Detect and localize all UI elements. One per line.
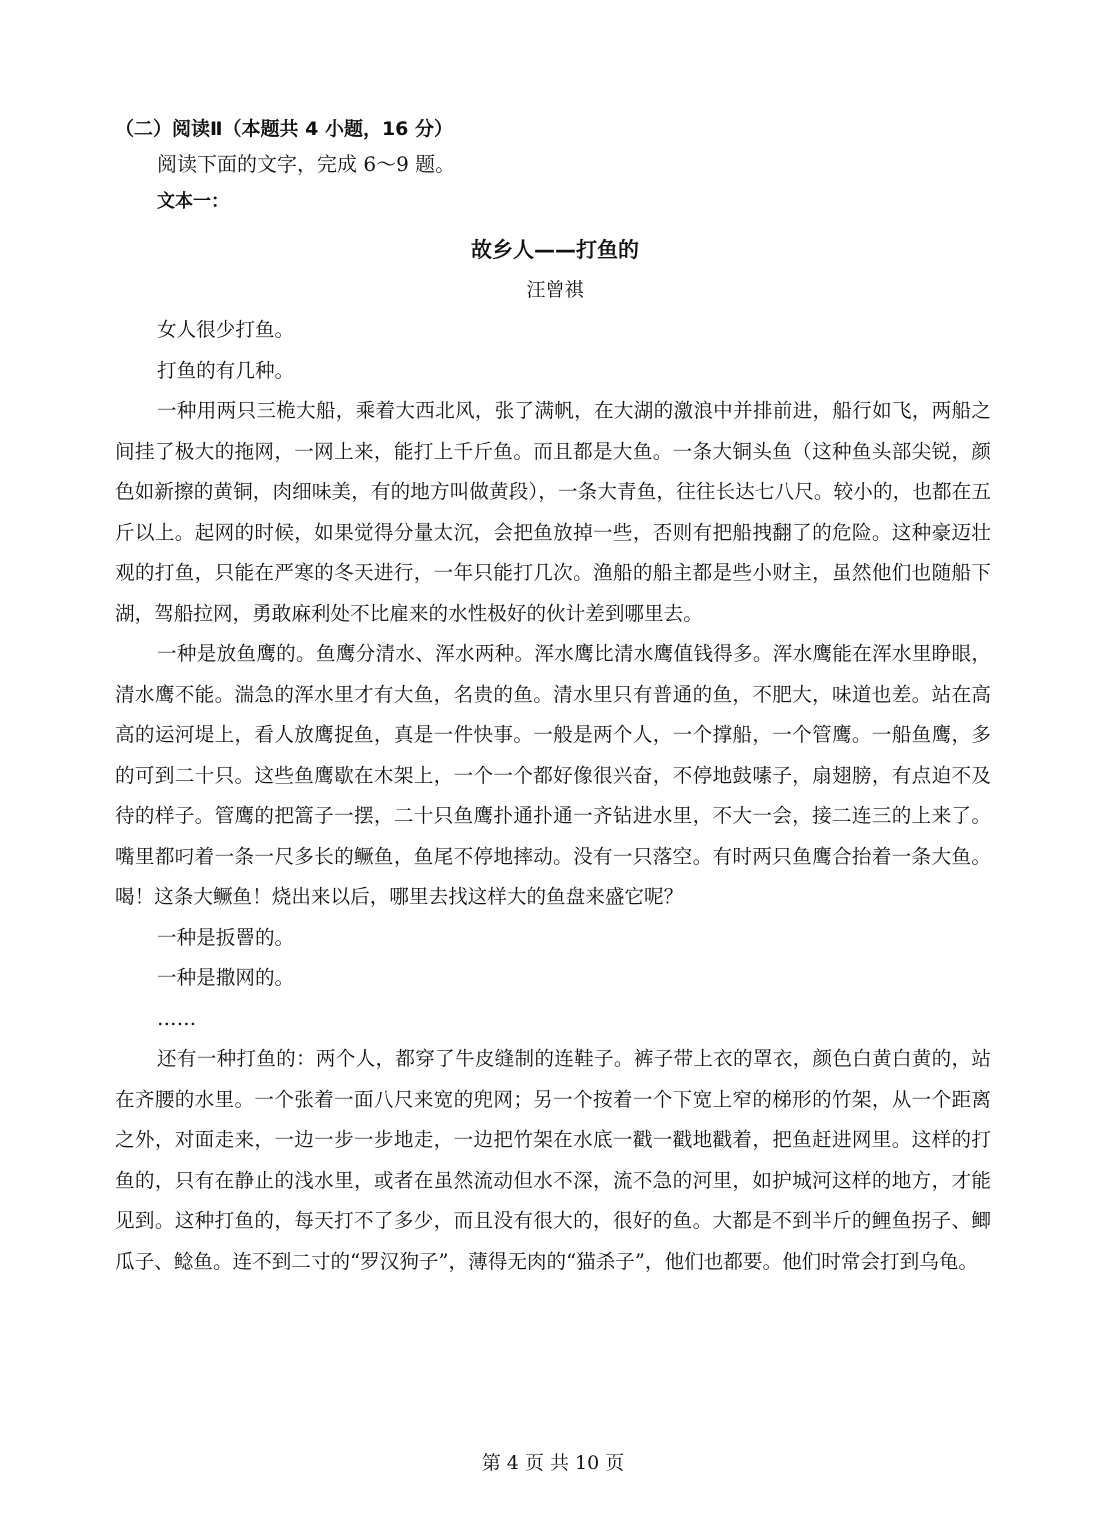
page-number: 第 4 页 共 10 页	[481, 1452, 625, 1474]
text-label: 文本一：	[157, 191, 229, 212]
article-title: 故乡人——打鱼的	[471, 238, 639, 262]
paragraph-5: 一种是扳罾的。	[157, 925, 295, 949]
page-content	[115, 112, 995, 1282]
ellipsis-line: ……	[157, 1006, 197, 1030]
paragraph-3: 一种用两只三桅大船，乘着大西北风，张了满帆，在大湖的激浪中并排前进，船行如飞，两船之间挂了极大的拖网，一网上来，能打上千斤鱼。而且都是大鱼。一条大铜头鱼（这种鱼头部尖锐，颜色如新擦的黄铜，肉细味美，有的地方叫做黄段），一条大青鱼，往往长达七八尺。较小的，也都在五斤以上。起网的时候，如果觉得分量太沉，会把鱼放掉一些，否则有把船拽翻了的危险。这种豪迈壮观的打鱼，只能在严寒的冬天进行，一年只能打几次。渔船的船主都是些小财主，虽然他们也随船下湖，驾船拉网，勇敢麻利处不比雇来的水性极好的伙计差到哪里去。	[115, 399, 991, 625]
paragraph-4: 一种是放鱼鹰的。鱼鹰分清水、浑水两种。浑水鹰比清水鹰值钱得多。浑水鹰能在浑水里睁眼，清水鹰不能。湍急的浑水里才有大鱼，名贵的鱼。清水里只有普通的鱼，不肥大，味道也差。站在高高的运河堤上，看人放鹰捉鱼，真是一件快事。一般是两个人，一个撑船，一个管鹰。一船鱼鹰，多的可到二十只。这些鱼鹰歇在木架上，一个一个都好像很兴奋，不停地鼓嗉子，扇翅膀，有点迫不及待的样子。管鹰的把篙子一摆，二十只鱼鹰扑通扑通一齐钻进水里，不大一会，接二连三的上来了。嘴里都叼着一条一尺多长的鳜鱼，鱼尾不停地摔动。没有一只落空。有时两只鱼鹰合抬着一条大鱼。喝！这条大鳜鱼！烧出来以后，哪里去找这样大的鱼盘来盛它呢？	[115, 642, 991, 908]
paragraph-2: 打鱼的有几种。	[157, 358, 295, 382]
text-label-line	[115, 182, 995, 220]
paragraph-1: 女人很少打鱼。	[157, 318, 295, 341]
section-heading: （二）阅读Ⅱ（本题共 4 小题，16 分）	[115, 118, 454, 140]
article-author: 汪曾祺	[526, 279, 584, 301]
reading-instruction: 阅读下面的文字，完成 6～9 题。	[157, 152, 456, 176]
paragraph-6: 一种是撒网的。	[157, 966, 295, 989]
paragraph-7: 还有一种打鱼的：两个人，都穿了牛皮缝制的连鞋子。裤子带上衣的罩衣，颜色白黄白黄的，站在齐腰的水里。一个张着一面八尺来宽的兜网；另一个按着一个下宽上窄的梯形的竹架，从一个距离之外，对面走来，一边一步一步地走，一边把竹架在水底一戳一戳地戳着，把鱼赶进网里。这样的打鱼的，只有在静止的浅水里，或者在虽然流动但水不深，流不急的河里，如护城河这样的地方，才能见到。这种打鱼的，每天打不了多少，而且没有很大的，很好的鱼。大都是不到半斤的鲤鱼拐子、鲫瓜子、鲶鱼。连不到二寸的“罗汉狗子”，薄得无肉的“猫杀子”，他们也都要。他们时常会打到乌龟。	[115, 1047, 991, 1273]
